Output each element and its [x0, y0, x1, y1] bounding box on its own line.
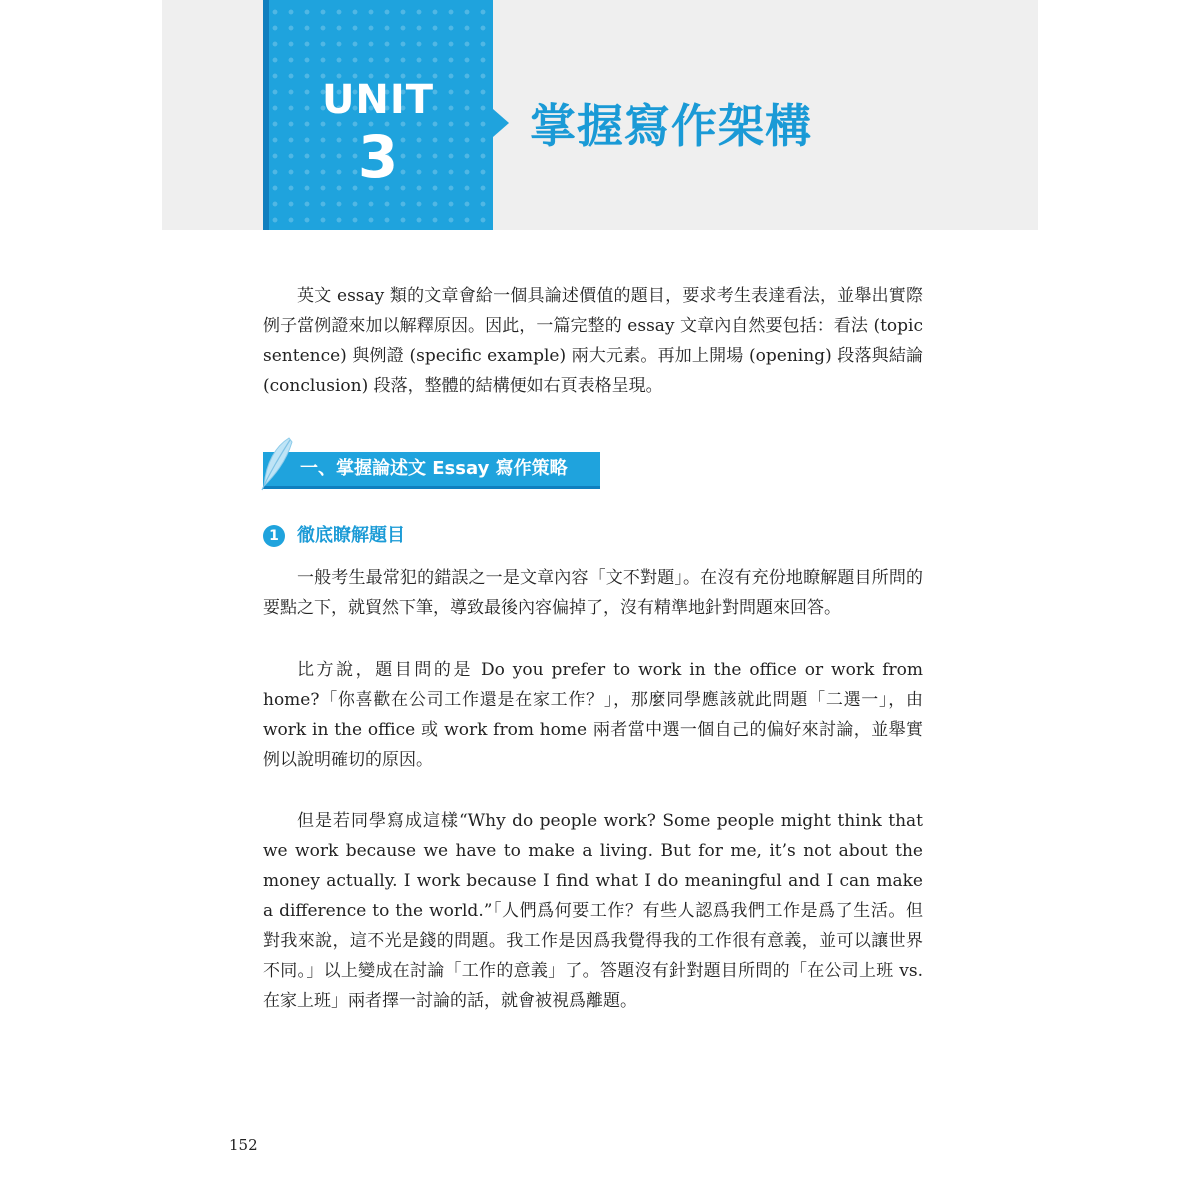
page-number: 152 [229, 1136, 258, 1154]
body-paragraph: 一般考生最常犯的錯誤之一是文章內容「文不對題」。在沒有充份地瞭解題目所問的要點之下，就貿然下筆，導致最後內容偏掉了，沒有精準地針對問題來回答。 [263, 568, 923, 618]
unit-title: 掌握寫作架構 [530, 99, 812, 153]
unit-label: UNIT [321, 77, 435, 123]
subsection-number-badge: 1 [263, 525, 285, 547]
body-paragraph: 比方說，題目問的是 Do you prefer to work in the office or work from home?「你喜歡在公司工作還是在家工作？」，那麼同學應該就此問題「二選一」，由 work in the office 或 work from home 兩者當中選一個自己的偏好來討論，並舉實例以說明確切的原因。 [263, 660, 923, 770]
feather-icon [258, 436, 298, 492]
section-title: 一、掌握論述文 Essay 寫作策略 [300, 458, 568, 479]
body-paragraph: 但是若同學寫成這樣“Why do people work? Some people might think that we work because we have to make a living. But for me, it’s not about the money actually. I work because I find what I do meaningful and I can make a difference to the world.”「人們爲何要工作？有些人認爲我們工作是爲了生活。但對我來說，這不光是錢的問題。我工作是因爲我覺得我的工作很有意義，並可以讓世界不同。」以上變成在討論「工作的意義」了。答題沒有針對題目所問的「在公司上班 vs. 在家上班」兩者擇一討論的話，就會被視爲離題。 [263, 811, 923, 1011]
unit-number: 3 [357, 123, 399, 191]
intro-paragraph: 英文 essay 類的文章會給一個具論述價值的題目，要求考生表達看法，並舉出實際例子當例證來加以解釋原因。因此，一篇完整的 essay 文章內自然要包括：看法 (topic sentence) 與例證 (specific example) 兩大元素。再加上開場 (opening) 段落與結論 (conclusion) 段落，整體的結構便如右頁表格呈現。 [263, 286, 923, 396]
unit-block [263, 0, 493, 230]
subsection-title: 徹底瞭解題目 [297, 525, 405, 546]
arrow-right-icon [493, 109, 509, 137]
